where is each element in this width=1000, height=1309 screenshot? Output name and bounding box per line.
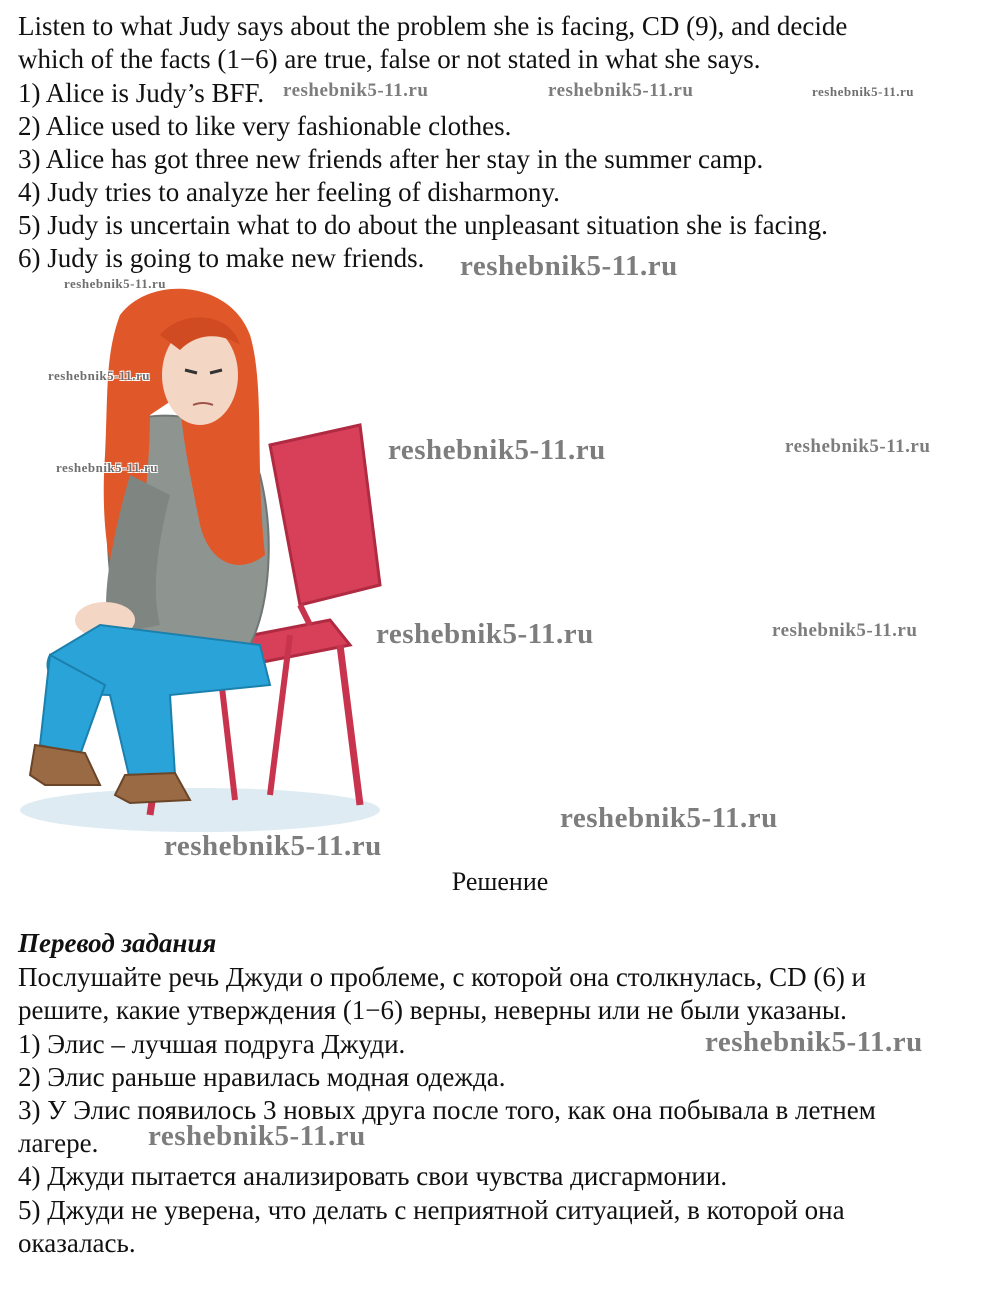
chair-back xyxy=(270,425,380,605)
watermark: reshebnik5-11.ru xyxy=(148,1120,366,1152)
watermark: reshebnik5-11.ru xyxy=(376,618,594,650)
translation-line-5: 4) Джуди пытается анализировать свои чувства дисгармонии. xyxy=(18,1161,728,1191)
fact-3: 3) Alice has got three new friends after her stay in the summer camp. xyxy=(18,144,764,174)
watermark: reshebnik5-11.ru xyxy=(460,250,678,282)
watermark: reshebnik5-11.ru xyxy=(560,802,778,834)
watermark: reshebnik5-11.ru xyxy=(164,830,382,862)
translation-line-6: 5) Джуди не уверена, что делать с неприятной ситуацией, в которой она xyxy=(18,1195,845,1225)
fact-6: 6) Judy is going to make new friends. xyxy=(18,243,425,273)
translation-line-2: 2) Элис раньше нравилась модная одежда. xyxy=(18,1062,506,1092)
floor-shadow xyxy=(20,788,380,832)
fact-2: 2) Alice used to like very fashionable clothes. xyxy=(18,111,512,141)
shoe-right xyxy=(115,773,190,803)
translation-line-3: 3) У Элис появилось 3 новых друга после того, как она побывала в летнем xyxy=(18,1095,876,1125)
watermark: reshebnik5-11.ru xyxy=(812,84,915,99)
fact-4: 4) Judy tries to analyze her feeling of disharmony. xyxy=(18,177,560,207)
task-intro-line-1: Listen to what Judy says about the problem she is facing, CD (9), and decide xyxy=(18,11,848,41)
watermark: reshebnik5-11.ru xyxy=(785,436,931,457)
translation-line-4: лагере. xyxy=(18,1128,99,1158)
watermark: reshebnik5-11.ru xyxy=(705,1026,923,1058)
fact-1: 1) Alice is Judy’s BFF. xyxy=(18,78,265,108)
watermark: reshebnik5-11.ru xyxy=(548,80,694,101)
translation-intro-line-2: решите, какие утверждения (1−6) верны, неверны или не были указаны. xyxy=(18,995,847,1025)
watermark: reshebnik5-11.ru xyxy=(64,276,167,291)
shoe-left xyxy=(30,745,100,785)
chair-support xyxy=(300,605,310,625)
judy-on-chair-illustration xyxy=(10,275,390,835)
translation-line-7: оказалась. xyxy=(18,1228,136,1258)
fact-5: 5) Judy is uncertain what to do about the unpleasant situation she is facing. xyxy=(18,210,828,240)
translation-heading: Перевод задания xyxy=(18,928,217,958)
watermark: reshebnik5-11.ru xyxy=(772,620,918,641)
chair-leg-2 xyxy=(340,645,360,805)
watermark: reshebnik5-11.ru xyxy=(388,434,606,466)
solution-label: Решение xyxy=(451,867,549,896)
translation-intro-line-1: Послушайте речь Джуди о проблеме, с которой она столкнулась, CD (6) и xyxy=(18,962,867,992)
watermark: reshebnik5-11.ru xyxy=(56,460,159,475)
translation-line-1: 1) Элис – лучшая подруга Джуди. xyxy=(18,1029,406,1059)
watermark: reshebnik5-11.ru xyxy=(48,368,151,383)
watermark: reshebnik5-11.ru xyxy=(283,80,429,101)
task-intro-line-2: which of the facts (1−6) are true, false or not stated in what she says. xyxy=(18,44,761,74)
